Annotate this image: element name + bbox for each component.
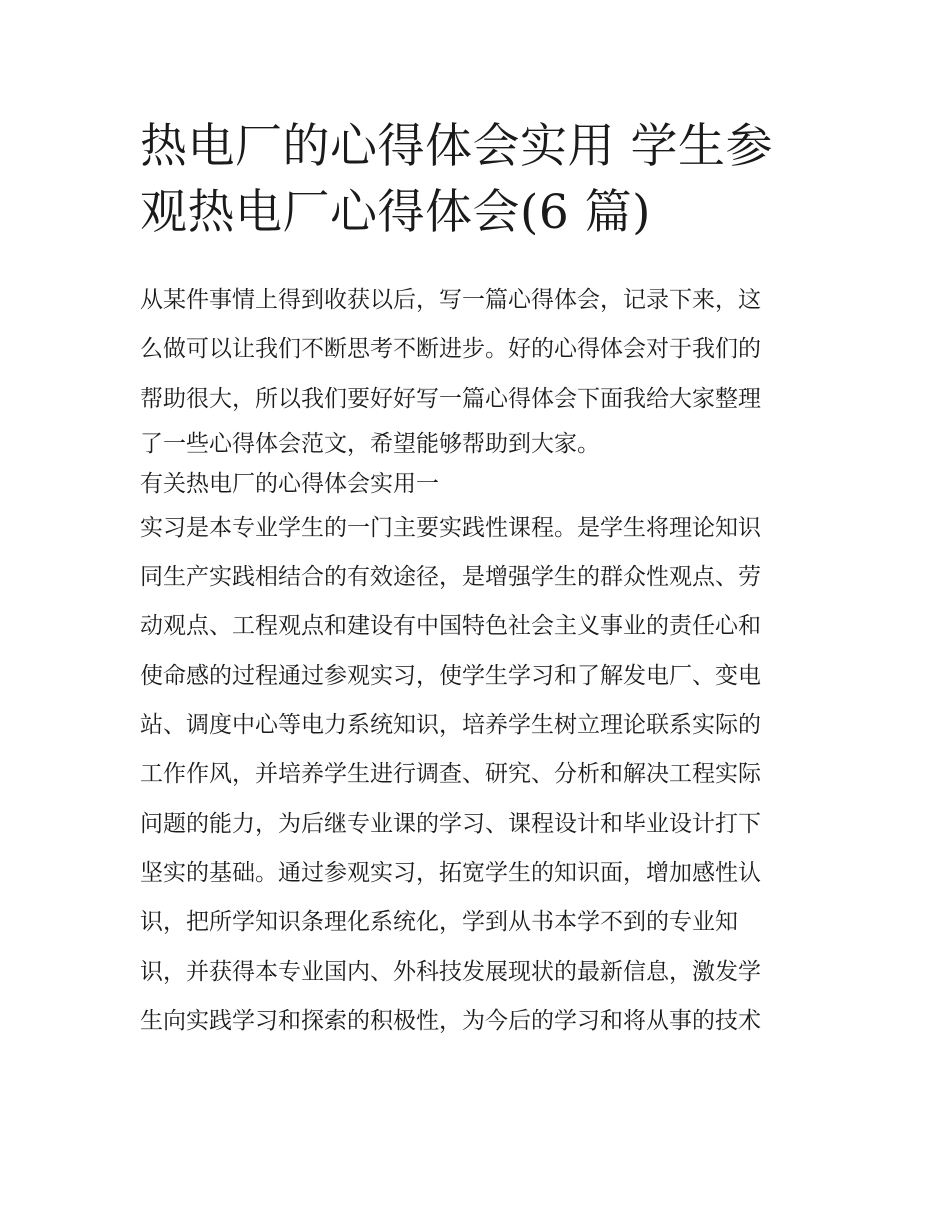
body-line: 识，把所学知识条理化系统化，学到从书本学不到的专业知	[140, 909, 738, 936]
intro-line: 帮助很大，所以我们要好好写一篇心得体会下面我给大家整理	[140, 385, 761, 412]
intro-line: 了一些心得体会范文，希望能够帮助到大家。	[140, 430, 600, 457]
body-line: 坚实的基础。通过参观实习，拓宽学生的知识面，增加感性认	[140, 859, 761, 886]
intro-line: 么做可以让我们不断思考不断进步。好的心得体会对于我们的	[140, 336, 761, 363]
document-body	[140, 276, 830, 1046]
body-line: 使命感的过程通过参观实习，使学生学习和了解发电厂、变电	[140, 662, 761, 689]
intro-line: 从某件事情上得到收获以后，写一篇心得体会，记录下来，这	[140, 287, 761, 313]
body-line: 生向实践学习和探索的积极性，为今后的学习和将从事的技术	[140, 1007, 761, 1034]
body-line: 同生产实践相结合的有效途径，是增强学生的群众性观点、劳	[140, 564, 761, 591]
document-title	[140, 114, 820, 246]
body-line: 实习是本专业学生的一门主要实践性课程。是学生将理论知识	[140, 514, 761, 541]
body-line: 识，并获得本专业国内、外科技发展现状的最新信息，激发学	[140, 958, 761, 985]
title-line-2: 观热电厂心得体会(6 篇)	[140, 185, 652, 240]
body-line: 问题的能力，为后继专业课的学习、课程设计和毕业设计打下	[140, 810, 761, 837]
title-line-1: 热电厂的心得体会实用 学生参	[140, 119, 773, 174]
body-line: 站、调度中心等电力系统知识，培养学生树立理论联系实际的	[140, 712, 761, 739]
section-heading: 有关热电厂的心得体会实用一	[140, 470, 439, 497]
body-line: 工作作风，并培养学生进行调查、研究、分析和解决工程实际	[140, 761, 761, 788]
body-line: 动观点、工程观点和建设有中国特色社会主义事业的责任心和	[140, 613, 761, 640]
